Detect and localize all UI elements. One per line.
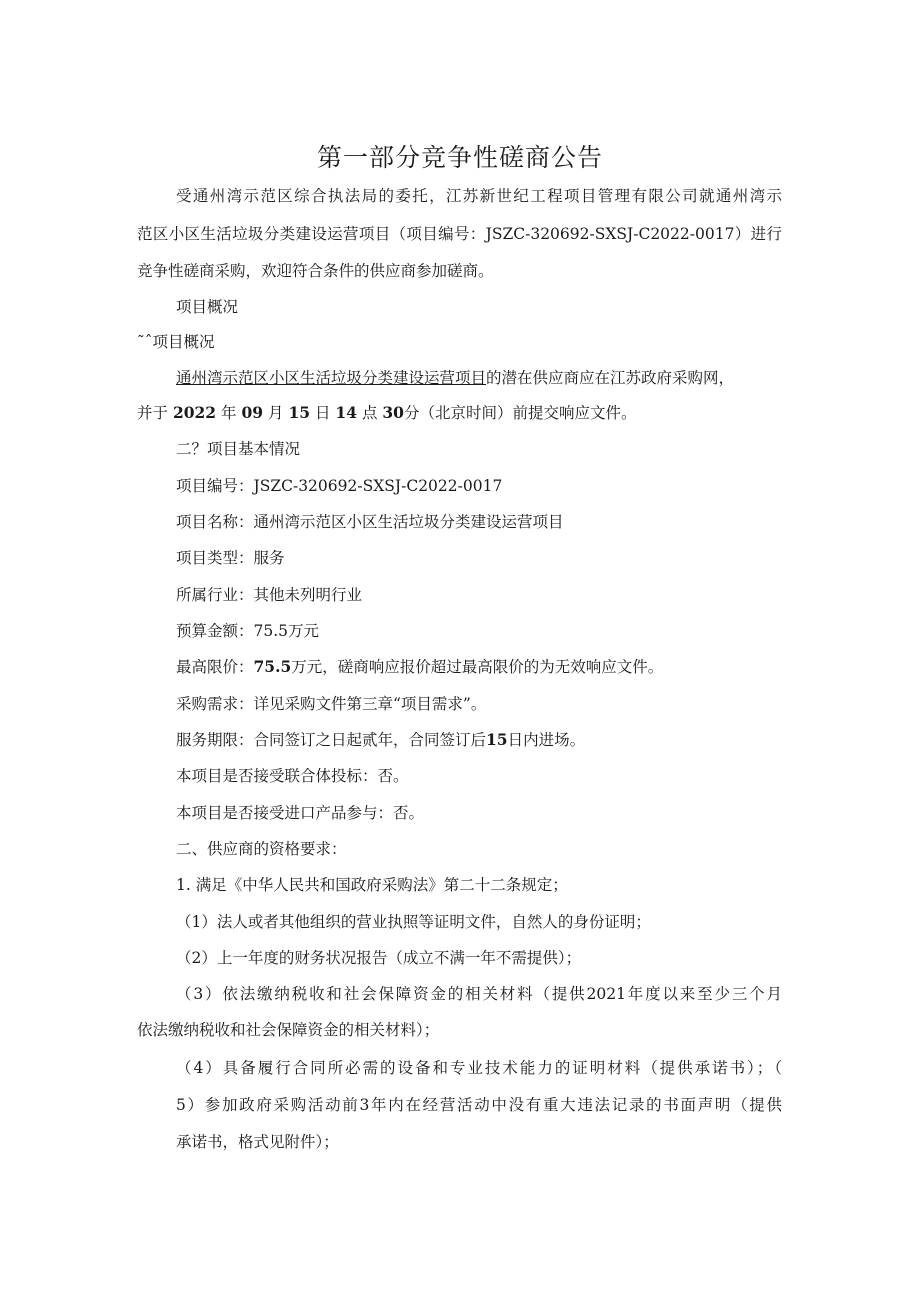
- deadline-hour-label: 点: [361, 404, 378, 422]
- qualification-sub-4: （4）具备履行合同所必需的设备和专业技术能力的证明材料（提供承诺书）；（: [176, 1059, 782, 1077]
- qualification-sub-5a: 5）参加政府采购活动前3年内在经营活动中没有重大违法记录的书面声明（提供: [176, 1096, 782, 1114]
- deadline-month: 09: [241, 403, 264, 422]
- project-period: [176, 730, 585, 750]
- intro-line-3: 竞争性磋商采购，欢迎符合条件的供应商参加磋商。: [137, 262, 494, 280]
- project-type: 项目类型：服务: [176, 549, 285, 567]
- consortium-note: 本项目是否接受联合体投标：否。: [176, 767, 409, 785]
- deadline-day: 15: [288, 403, 311, 422]
- intro-line-2: 范区小区生活垃圾分类建设运营项目（项目编号：JSZC-320692-SXSJ-C2022-0017）进行: [137, 225, 782, 243]
- project-name: 项目名称：通州湾示范区小区生活垃圾分类建设运营项目: [176, 513, 564, 531]
- overview-heading: 项目概况: [176, 298, 239, 316]
- deadline-year: 2022: [172, 403, 217, 422]
- qualification-sub-3b: 依法缴纳税收和社会保障资金的相关材料）；: [137, 1021, 440, 1039]
- deadline-day-label: 日: [314, 404, 331, 422]
- max-price-value: 75.5: [253, 657, 292, 676]
- qualification-sub-3a: （3）依法缴纳税收和社会保障资金的相关材料（提供2021年度以来至少三个月: [176, 985, 782, 1003]
- project-budget: 预算金额：75.5万元: [176, 622, 320, 640]
- overview-line-2: [137, 403, 636, 423]
- deadline-month-label: 月: [268, 404, 284, 422]
- overview-rest-1: 的潜在供应商应在江苏政府采购网，: [486, 369, 735, 387]
- project-industry: 所属行业：其他未列明行业: [176, 586, 363, 604]
- deadline-suffix: 分（北京时间）前提交响应文件。: [403, 404, 637, 422]
- basic-heading: 二？项目基本情况: [176, 440, 301, 458]
- intro-line-1: 受通州湾示范区综合执法局的委托，江苏新世纪工程项目管理有限公司就通州湾示: [176, 187, 782, 205]
- period-days: 15: [486, 730, 508, 749]
- qualification-sub-5b: 承诺书，格式见附件）；: [176, 1133, 339, 1151]
- qualification-sub-2: （2）上一年度的财务状况报告（成立不满一年不需提供）；: [176, 949, 582, 967]
- qualification-sub-1: （1）法人或者其他组织的营业执照等证明文件，自然人的身份证明；: [176, 913, 651, 931]
- import-note: 本项目是否接受进口产品参与：否。: [176, 804, 425, 822]
- deadline-minute: 30: [382, 403, 404, 422]
- deadline-year-label: 年: [221, 404, 237, 422]
- project-number: 项目编号：JSZC-320692-SXSJ-C2022-0017: [176, 477, 503, 495]
- overview-heading-2: ˜ˆ项目概况: [137, 333, 215, 351]
- period-prefix: 服务期限：合同签订之日起贰年，合同签订后: [176, 731, 487, 749]
- deadline-prefix: 并于: [137, 404, 169, 422]
- page-title: 第一部分竞争性磋商公告: [316, 143, 603, 172]
- project-demand: 采购需求：详见采购文件第三章“项目需求”。: [176, 695, 487, 713]
- qualification-heading: 二、供应商的资格要求：: [176, 840, 347, 858]
- overview-line-1: [176, 368, 734, 388]
- deadline-hour: 14: [335, 403, 357, 422]
- project-max-price: [176, 657, 663, 677]
- project-link[interactable]: 通州湾示范区小区生活垃圾分类建设运营项目: [176, 369, 487, 387]
- period-suffix: 日内进场。: [507, 731, 586, 749]
- max-price-rest: 万元，磋商响应报价超过最高限价的为无效响应文件。: [291, 658, 664, 676]
- max-price-label: 最高限价：: [176, 658, 254, 676]
- qualification-item-1: 1. 满足《中华人民共和国政府采购法》第二十二条规定；: [176, 876, 568, 894]
